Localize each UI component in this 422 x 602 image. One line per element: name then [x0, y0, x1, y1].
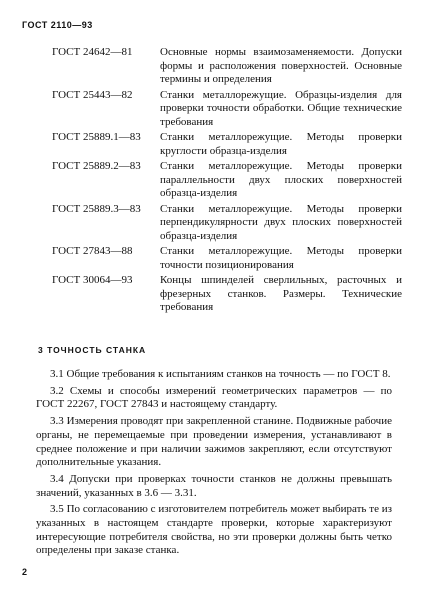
paragraph-3-4: 3.4 Допуски при проверках точности станков не должны превышать значений, указанных в 3.6 — 3.31.: [36, 472, 392, 499]
paragraph-3-3: 3.3 Измерения проводят при закрепленной станине. Подвижные рабочие органы, не перемещаемые при проведении измерения, устанавливают в среднее положение и при наличии зажимов закрепляют, если отсутствуют дополнительные указания.: [36, 415, 392, 469]
section-title: 3 ТОЧНОСТЬ СТАНКА: [38, 345, 147, 355]
paragraph-3-2: 3.2 Схемы и способы измерений геометрических параметров — по ГОСТ 22267, ГОСТ 27843 и настоящему стандарту.: [36, 384, 392, 411]
reference-item: [52, 274, 402, 315]
reference-item: [52, 131, 402, 158]
reference-title: Станки металлорежущие. Методы проверки круглости образца-изделия: [160, 131, 402, 157]
reference-code: ГОСТ 24642—81: [52, 46, 133, 58]
reference-code: ГОСТ 25443—82: [52, 88, 133, 101]
section-body: [36, 368, 392, 561]
reference-code: ГОСТ 25889.2—83: [52, 160, 141, 172]
reference-title: Концы шпинделей сверлильных, расточных и фрезерных станков. Размеры. Технические требования: [160, 274, 402, 313]
reference-item: [52, 46, 402, 87]
reference-code: ГОСТ 25889.1—83: [52, 131, 141, 143]
reference-title: Станки металлорежущие. Методы проверки параллельности двух плоских поверхностей образца-изделия: [160, 160, 402, 199]
reference-item: [52, 89, 402, 130]
reference-title: Станки металлорежущие. Методы проверки перпендикулярности двух плоских поверхностей образца-изделия: [160, 202, 402, 242]
reference-item: [52, 160, 402, 201]
page-header: ГОСТ 2110—93: [22, 20, 93, 30]
paragraph-3-1: 3.1 Общие требования к испытаниям станков на точность — по ГОСТ 8.: [50, 368, 391, 380]
reference-code: ГОСТ 27843—88: [52, 245, 133, 257]
page-number: 2: [22, 567, 28, 577]
normative-references-list: [52, 46, 402, 317]
reference-title: Станки металлорежущие. Методы проверки точности позиционирования: [160, 245, 402, 271]
reference-item: [52, 245, 402, 272]
reference-item: [52, 203, 402, 244]
reference-title: Основные нормы взаимозаменяемости. Допуски формы и расположения поверхностей. Основные термины и определения: [160, 46, 402, 85]
reference-code: ГОСТ 25889.3—83: [52, 202, 141, 215]
paragraph-3-5: 3.5 По согласованию с изготовителем потребитель может выбирать те из указанных в настоящем стандарте проверки, которые характеризуют интересующие потребителя свойства, но эти проверки должны быть четко определены при заказе станка.: [36, 503, 392, 557]
reference-code: ГОСТ 30064—93: [52, 274, 133, 286]
reference-title: Станки металлорежущие. Образцы-изделия для проверки точности обработки. Общие технические требования: [160, 88, 402, 128]
